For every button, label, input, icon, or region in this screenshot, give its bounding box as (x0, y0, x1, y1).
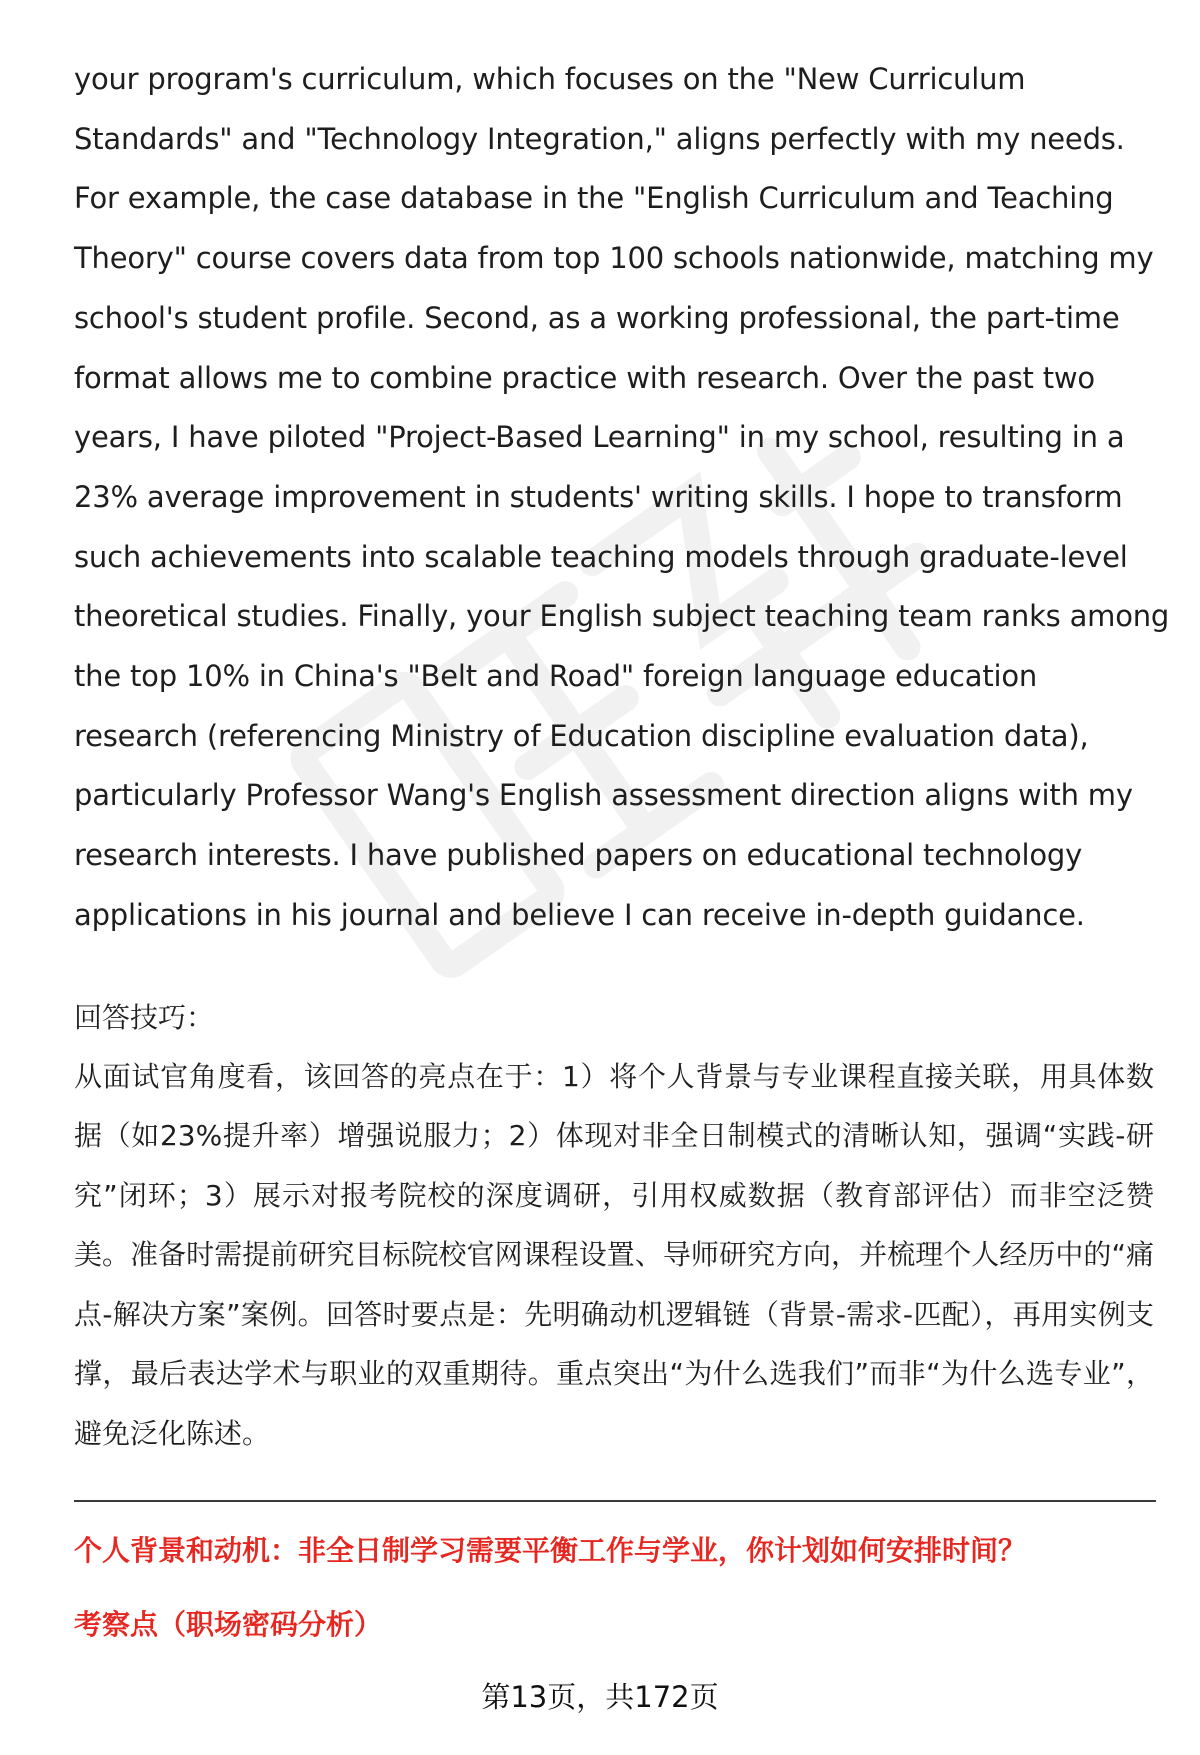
answer-line: Theory" course covers data from top 100 schools nationwide, matching my (74, 241, 1154, 276)
answer-line: school's student profile. Second, as a working professional, the part-time (74, 300, 1120, 335)
answer-line: years, I have piloted "Project-Based Learning" in my school, resulting in a (74, 420, 1125, 455)
answer-line: research (referencing Ministry of Education discipline evaluation data), (74, 718, 1089, 753)
main-content (74, 50, 1170, 1463)
answer-line: theoretical studies. Finally, your English subject teaching team ranks among (74, 599, 1170, 634)
answer-paragraph (74, 50, 1170, 946)
answer-line: such achievements into scalable teaching models through graduate-level (74, 539, 1128, 574)
answer-line: format allows me to combine practice with research. Over the past two (74, 360, 1095, 395)
exam-point-label: 考察点（职场密码分析） (74, 1608, 383, 1641)
answer-line: your program's curriculum, which focuses on the "New Curriculum (74, 62, 1026, 96)
section-divider (74, 1500, 1156, 1502)
page-number: 第13页，共172页 (481, 1680, 719, 1714)
tips-heading: 回答技巧： (74, 1000, 215, 1034)
answer-line: 23% average improvement in students' writing skills. I hope to transform (74, 479, 1123, 514)
answer-line: the top 10% in China's "Belt and Road" foreign language education (74, 659, 1038, 694)
answer-line: For example, the case database in the "English Curriculum and Teaching (74, 181, 1114, 216)
answer-line: particularly Professor Wang's English assessment direction aligns with my (74, 778, 1133, 813)
answer-line: applications in his journal and believe I can receive in-depth guidance. (74, 897, 1085, 932)
answer-line: research interests. I have published papers on educational technology (74, 838, 1083, 873)
answer-line: Standards" and "Technology Integration," aligns perfectly with my needs. (74, 121, 1125, 156)
next-question-heading: 个人背景和动机：非全日制学习需要平衡工作与学业，你计划如何安排时间？ (74, 1534, 1027, 1567)
tips-paragraph: 从面试官角度看，该回答的亮点在于：1）将个人背景与专业课程直接关联，用具体数据（如23%提升率）增强说服力；2）体现对非全日制模式的清晰认知，强调“实践-研究”闭环；3）展示对报考院校的深度调研，引用权威数据（教育部评估）而非空泛赞美。准备时需提前研究目标院校官网课程设置、导师研究方向，并梳理个人经历中的“痛点-解决方案”案例。回答时要点是：先明确动机逻辑链（背景-需求-匹配），再用实例支撑，最后表达学术与职业的双重期待。重点突出“为什么选我们”而非“为什么选专业”，避免泛化陈述。 (74, 1059, 1154, 1450)
